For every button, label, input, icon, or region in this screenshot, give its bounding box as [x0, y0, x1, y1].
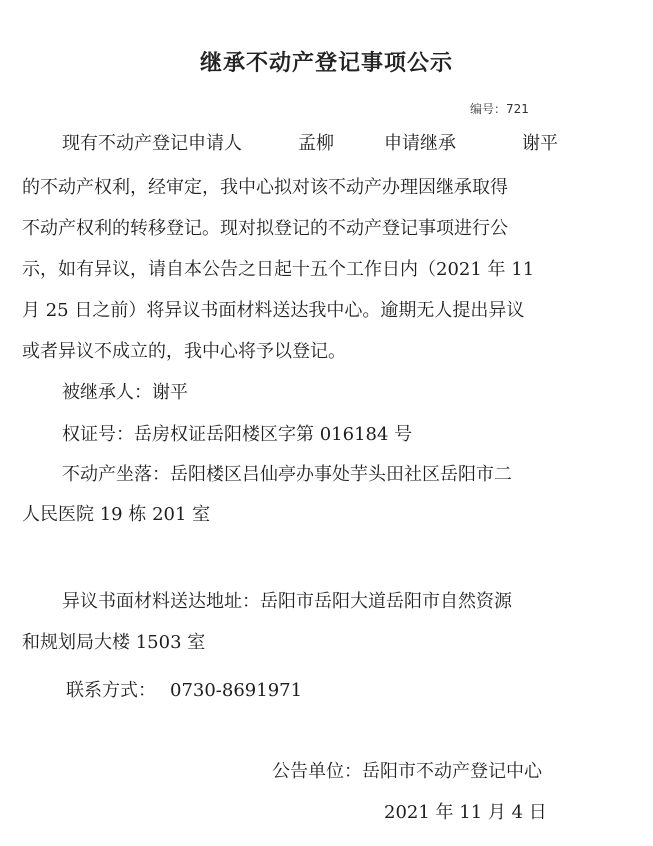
decedent-line: 被继承人：谢平 [62, 382, 188, 403]
certificate-line: 权证号：岳房权证岳阳楼区字第 016184 号 [62, 424, 413, 445]
location-line-1: 不动产坐落：岳阳楼区吕仙亭办事处芋头田社区岳阳市二 [62, 464, 512, 485]
decedent-name: 谢平 [522, 133, 558, 154]
body-line-1-prefix: 现有不动产登记申请人 [62, 133, 242, 154]
body-line-5: 月 25 日之前）将异议书面材料送达我中心。逾期无人提出异议 [22, 300, 525, 321]
body-line-6: 或者异议不成立的，我中心将予以登记。 [22, 341, 346, 362]
location-line-2: 人民医院 19 栋 201 室 [22, 504, 211, 525]
notice-title: 继承不动产登记事项公示 [199, 51, 453, 76]
objection-address-line-2: 和规划局大楼 1503 室 [22, 632, 206, 653]
body-line-1 [62, 134, 558, 154]
issuer-line: 公告单位：岳阳市不动产登记中心 [272, 761, 542, 782]
objection-address-line-1: 异议书面材料送达地址：岳阳市岳阳大道岳阳市自然资源 [62, 591, 512, 612]
body-line-3: 不动产权利的转移登记。现对拟登记的不动产登记事项进行公 [22, 218, 508, 239]
applicant-name: 孟柳 [298, 133, 334, 154]
body-line-2: 的不动产权利，经审定，我中心拟对该不动产办理因继承取得 [22, 177, 508, 198]
body-line-1-mid: 申请继承 [384, 133, 456, 154]
notice-date: 2021 年 11 月 4 日 [384, 802, 547, 823]
document-number: 编号：721 [470, 102, 529, 116]
contact-line [66, 681, 302, 701]
body-line-4: 示，如有异议，请自本公告之日起十五个工作日内（2021 年 11 [22, 259, 535, 280]
contact-label: 联系方式： [66, 680, 156, 701]
contact-phone: 0730-8691971 [170, 680, 303, 701]
